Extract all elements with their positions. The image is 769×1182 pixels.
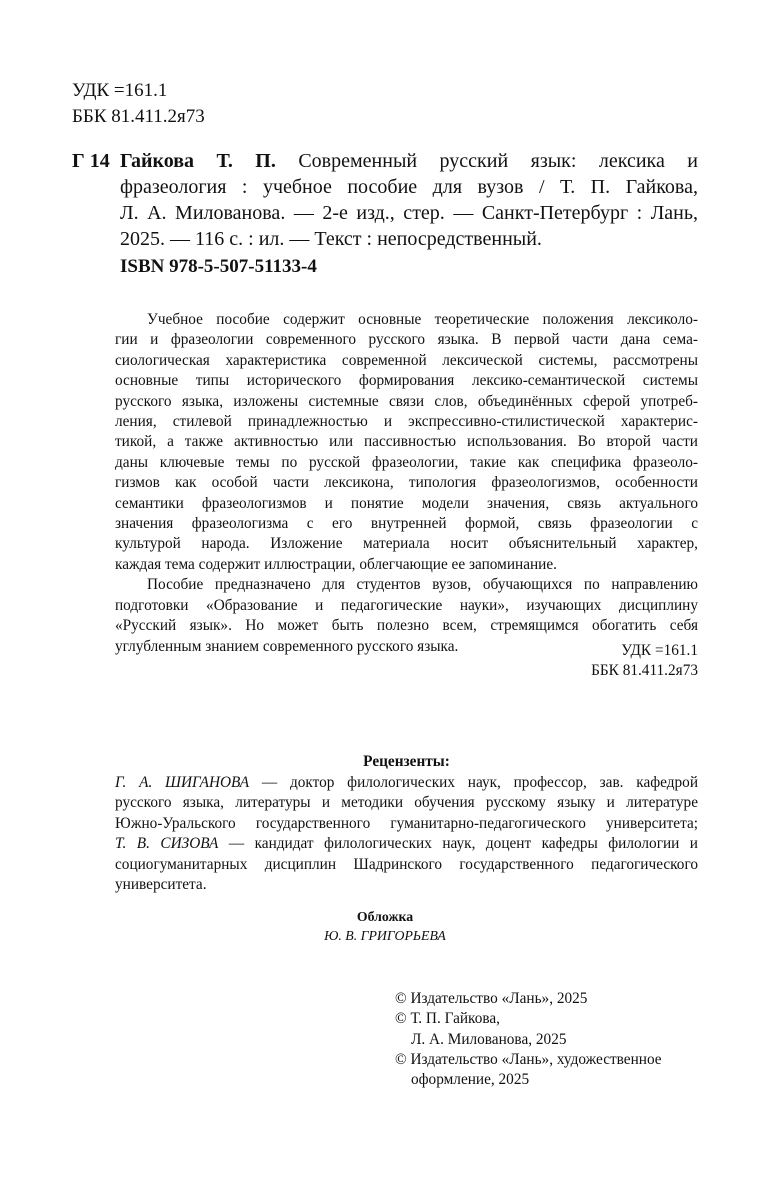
annotation-line: русского языка, изложены системные связи слов, объединённых сферой употреб- (115, 392, 698, 410)
annotation-line: Пособие предназначено для студентов вузов, обучающихся по направлению (147, 576, 698, 594)
reviewer-desc: — кандидат филологических наук, доцент кафедры филологии и (228, 835, 698, 852)
reviewer-name: Т. В. СИЗОВА (115, 835, 219, 852)
reviewer-line: Южно-Уральского государственного гуманитарно-педагогического университета; (115, 814, 698, 832)
annotation-line: подготовки «Образование и педагогические науки», изучающих дисциплину (115, 596, 698, 614)
annotation-line: каждая тема содержит иллюстрации, облегчающие ее запоминание. (115, 555, 557, 573)
annotation-line: гизмов как особой части лексикона, типология фразеологизмов, особенности (115, 474, 698, 492)
reviewer-desc: — доктор филологических наук, профессор, зав. кафедрой (261, 773, 699, 791)
catalog-title: Современный русский язык: лексика и (298, 150, 698, 172)
copyright-line: оформление, 2025 (411, 1071, 530, 1089)
annotation-line: тикой, а также активностью или пассивностью использования. Во второй части (115, 433, 698, 451)
bbk-code: ББК 81.411.2я73 (591, 662, 698, 680)
udk-bbk-header (72, 78, 205, 130)
catalog-line: 2025. — 116 с. : ил. — Текст : непосредственный. (120, 228, 542, 250)
annotation-line: Учебное пособие содержит основные теоретические положения лексиколо- (147, 311, 698, 328)
reviewer-name: Г. А. ШИГАНОВА (115, 773, 250, 791)
catalog-line (72, 148, 698, 174)
catalog-entry (72, 148, 698, 252)
annotation-line: культурой народа. Изложение материала носит объяснительный характер, (115, 535, 698, 553)
catalog-author: Гайкова Т. П. (120, 150, 276, 172)
reviewer-line: русского языка, литературы и методики обучения русскому языку и литературе (115, 794, 698, 811)
annotation-line: гии и фразеологии современного русского языка. В первой части дана сема- (115, 331, 698, 349)
catalog-line: Л. А. Милованова. — 2-е изд., стер. — Санкт-Петербург : Лань, (120, 202, 698, 224)
annotation-line: «Русский язык». Но может быть полезно всем, стремящимся обогатить себя (115, 617, 698, 635)
annotation-line: ления, стилевой принадлежностью и экспрессивно-стилистической характерис- (115, 413, 698, 431)
bbk-code: ББК 81.411.2я73 (72, 106, 205, 127)
catalog-line: фразеология : учебное пособие для вузов / Т. П. Гайкова, (120, 176, 698, 198)
copyright-block (395, 989, 705, 1090)
cover-credit (215, 907, 555, 945)
isbn: ISBN 978-5-507-51133-4 (120, 256, 317, 277)
reviewer-line: университета. (115, 876, 207, 893)
copyright-line: Л. А. Милованова, 2025 (411, 1030, 567, 1048)
copyright-line: © Издательство «Лань», художественное (395, 1050, 662, 1068)
annotation-line: семантики фразеологизмов и понятие модели значения, связь актуального (115, 494, 698, 512)
annotation-line: даны ключевые темы по русской фразеологии, такие как специфика фразеоло- (115, 453, 698, 471)
cover-heading: Обложка (356, 909, 414, 924)
annotation-line: значения фразеологизма с его внутренней формой, связь фразеологии с (115, 515, 698, 533)
cover-designer: Ю. В. ГРИГОРЬЕВА (324, 928, 446, 943)
udk-code: УДК =161.1 (621, 642, 698, 659)
copyright-line: © Т. П. Гайкова, (395, 1010, 500, 1028)
reviewer-line: социогуманитарных дисциплин Шадринского государственного педагогического (115, 855, 698, 873)
reviewer-line (115, 773, 698, 794)
annotation-line: углубленным знанием современного русского языка. (115, 637, 459, 655)
annotation-line: основные типы исторического формирования лексико-семантической системы (115, 372, 698, 390)
reviewers-heading: Рецензенты: (363, 753, 450, 770)
catalog-code: Г 14 (72, 150, 110, 172)
annotation-line: сиологическая характеристика современной лексической системы, рассмотрены (115, 351, 698, 369)
copyright-line: © Издательство «Лань», 2025 (395, 990, 588, 1007)
reviewers-block (115, 752, 698, 896)
udk-code: УДК =161.1 (72, 80, 168, 101)
annotation (115, 310, 698, 657)
udk-bbk-footer (560, 641, 698, 682)
reviewer-line (115, 834, 698, 855)
